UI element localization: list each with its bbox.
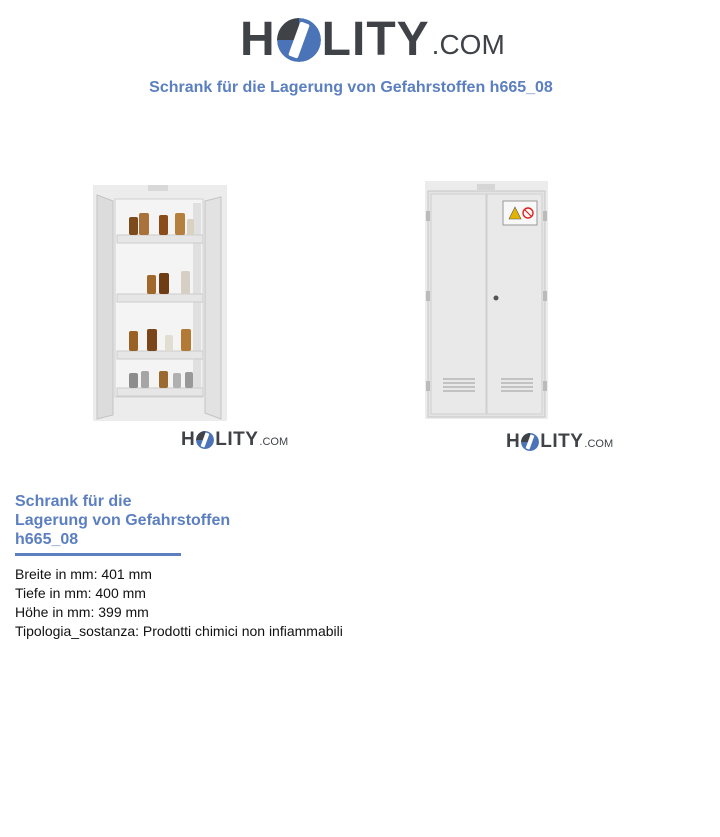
closed-cabinet-illustration bbox=[425, 181, 548, 419]
product-name-line-3: h665_08 bbox=[15, 531, 79, 548]
spec-substance-type: Tipologia_sostanza: Prodotti chimici non infiammabili bbox=[15, 623, 343, 639]
logo-o-icon bbox=[277, 18, 321, 62]
image-watermark-logo bbox=[506, 430, 613, 454]
logo-suffix: .COM bbox=[259, 436, 289, 448]
logo-letters-lity: LITY bbox=[321, 13, 430, 66]
logo-o-icon bbox=[521, 433, 539, 451]
spec-list bbox=[15, 565, 343, 641]
image-watermark-logo bbox=[181, 428, 288, 452]
product-image-closed[interactable] bbox=[425, 181, 548, 419]
spec-depth: Tiefe in mm: 400 mm bbox=[15, 585, 146, 601]
logo-letter-h: H bbox=[240, 13, 276, 66]
product-name bbox=[15, 492, 255, 549]
holity-logo[interactable] bbox=[240, 14, 505, 66]
product-name-line-2: Lagerung von Gefahrstoffen bbox=[15, 512, 231, 529]
logo-letter-h: H bbox=[506, 431, 521, 452]
product-image-open[interactable] bbox=[93, 183, 227, 421]
logo-suffix: .COM bbox=[431, 29, 505, 60]
open-cabinet-illustration bbox=[93, 183, 227, 421]
product-name-line-1: Schrank für die bbox=[15, 493, 132, 510]
logo-letters-lity: LITY bbox=[215, 429, 259, 450]
logo-suffix: .COM bbox=[584, 438, 614, 450]
logo-o-icon bbox=[196, 431, 214, 449]
lock-icon bbox=[494, 296, 499, 301]
spec-height: Höhe in mm: 399 mm bbox=[15, 604, 149, 620]
page-title: Schrank für die Lagerung von Gefahrstoffen h665_08 bbox=[149, 79, 553, 96]
logo-letters-lity: LITY bbox=[540, 431, 584, 452]
spec-width: Breite in mm: 401 mm bbox=[15, 566, 152, 582]
logo-letter-h: H bbox=[181, 429, 196, 450]
title-underline bbox=[15, 553, 181, 556]
warning-label-icon bbox=[503, 201, 537, 225]
